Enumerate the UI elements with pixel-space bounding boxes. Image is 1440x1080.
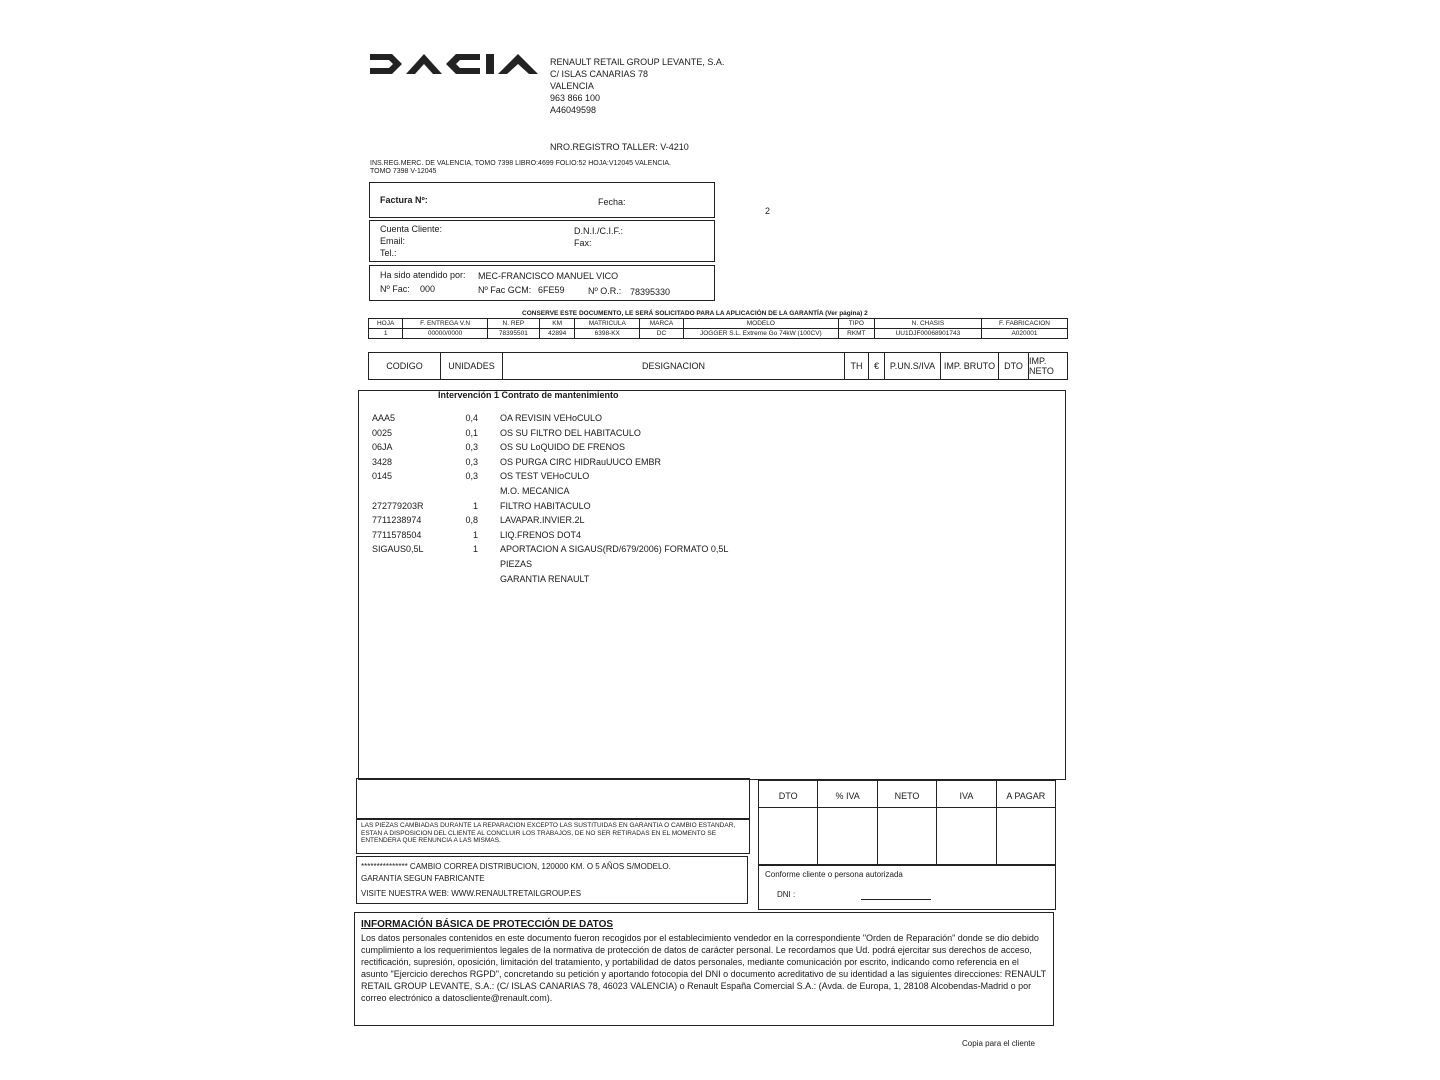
line-items-header [368, 352, 1068, 380]
line-units: 0,3 [465, 456, 478, 467]
conformity-dni: DNI : [777, 890, 796, 899]
fax-label: Fax: [574, 238, 592, 248]
line-code: 272779203R [372, 500, 424, 511]
footer-copy: Copia para el cliente [962, 1039, 1035, 1048]
totals-dto-label: DTO [778, 791, 798, 801]
col-th: TH [845, 353, 869, 379]
line-code: AAA5 [372, 413, 396, 423]
or-label: Nº O.R.: [588, 286, 622, 296]
dni-cif-label: D.N.I./C.I.F.: [574, 226, 624, 236]
vehicle-header-cell: MATRICULA [575, 319, 640, 329]
vehicle-value-cell: 00000/0000 [403, 329, 487, 339]
vehicle-header-cell: F. FABRICACION [981, 319, 1067, 329]
col-dto: DTO [999, 353, 1029, 379]
line-desc: OS PURGA CIRC HIDRauUUCO EMBR [500, 456, 662, 467]
gcm-value: 6FE59 [538, 285, 565, 295]
company-cif: A46049598 [550, 105, 597, 115]
factura-label: Factura Nº: [380, 195, 428, 205]
notes-box [356, 856, 748, 904]
vehicle-table [368, 318, 1068, 339]
vehicle-header-cell: N. REP [487, 319, 539, 329]
company-name: RENAULT RETAIL GROUP LEVANTE, S.A. [550, 57, 725, 67]
line-desc: OS TEST VEHoCULO [500, 471, 590, 482]
vehicle-value-cell: JOGGER S.L. Extreme Go 74kW (100CV) [683, 329, 838, 339]
vehicle-header-cell: F. ENTREGA V.N [403, 319, 487, 329]
totals-iva-label: IVA [959, 791, 974, 801]
gcm-label: Nº Fac GCM: [478, 285, 532, 295]
vehicle-table-values [369, 329, 1068, 339]
totals-iva-col [937, 781, 996, 865]
vehicle-value-cell: DC [640, 329, 684, 339]
vehicle-header-cell: MODELO [683, 319, 838, 329]
totals-dto-col [759, 781, 818, 865]
col-pun: P.UN.S/IVA [885, 353, 941, 379]
atendido-label: Ha sido atendido por: [380, 270, 466, 280]
col-codigo: CODIGO [369, 353, 441, 379]
inscripcion-line-1: INS.REG.MERC. DE VALENCIA, TOMO 7398 LIBRO:4699 FOLIO:52 HOJA:V12045 VALENCIA. [370, 160, 671, 167]
totals-box [758, 780, 1056, 866]
cuenta-cliente-label: Cuenta Cliente: [380, 224, 443, 234]
totals-piva-label: % IVA [835, 791, 860, 801]
privacy-box [354, 912, 1054, 1026]
vehicle-value-cell: A020001 [981, 329, 1067, 339]
vehicle-value-cell: 6398-KX [575, 329, 640, 339]
invoice-box [369, 182, 715, 218]
registro-taller: NRO.REGISTRO TALLER: V-4210 [550, 142, 689, 152]
note-line-1: *************** CAMBIO CORREA DISTRIBUCION, 120000 KM. O 5 AÑOS S/MODELO. [361, 862, 671, 871]
privacy-body: Los datos personales contenidos en este documento fueron recogidos por el establecimiento vendedor en la correspondiente "Orden de Reparación" donde se dio debido cumplimiento a los requerimientos legales de la normativa de protección de datos de carácter personal. Le recordamos que Ud. podrá ejercitar sus derechos de acceso, rectificación, supresión, oposición, limitación del tratamiento, y portabilidad de datos personales, mediante comunicación por escrito, indicando como referencia en el asunto "Ejercicio derechos RGPD", concretando su petición y aportando fotocopia del DNI o documento acreditativo de su identidad a las siguientes direcciones: RENAULT RETAIL GROUP LEVANTE, S.A.: (C/ ISLAS CANARIAS 78, 46023 VALENCIA) o Renault España Comercial S.A.: (Avda. de Europa, 1, 28108 Alcobendas-Madrid o por correo electrónico a datoscliente@renault.com). [361, 933, 1046, 1003]
line-code: 7711238974 [372, 515, 422, 526]
line-desc: M.O. MECANICA [500, 486, 570, 496]
nfac-label: Nº Fac: [380, 284, 410, 294]
or-value: 78395330 [630, 287, 671, 297]
col-unidades: UNIDADES [441, 353, 503, 379]
parts-notice-box [356, 818, 750, 854]
line-units: 1 [472, 544, 478, 555]
intervention-title: Intervención 1 Contrato de mantenimiento [438, 390, 619, 400]
tel-label: Tel.: [380, 248, 397, 258]
vehicle-header-cell: HOJA [369, 319, 403, 329]
line-desc: OS SU LoQUIDO DE FRENOS [500, 442, 626, 453]
col-euro: € [869, 353, 885, 379]
line-code: SIGAUS0,5L [372, 544, 424, 555]
line-desc: PIEZAS [500, 559, 533, 569]
warranty-note: CONSERVE ESTE DOCUMENTO, LE SERÁ SOLICITADO PARA LA APLICACIÓN DE LA GARANTÍA (Ver página) 2 [522, 310, 868, 317]
vehicle-header-cell: KM [539, 319, 574, 329]
line-desc: APORTACION A SIGAUS(RD/679/2006) FORMATO 0,5L [500, 544, 729, 555]
line-units: 0,8 [465, 515, 478, 526]
client-box [369, 220, 715, 262]
line-desc: OS SU FILTRO DEL HABITACULO [500, 427, 641, 438]
conformity-label: Conforme cliente o persona autorizada [765, 870, 903, 879]
inscripcion-line-2: TOMO 7398 V-12045 [370, 168, 437, 175]
dacia-logo [370, 52, 545, 76]
line-code: 0025 [372, 427, 393, 438]
nfac-value: 000 [420, 284, 436, 294]
col-neto: IMP. NETO [1029, 356, 1054, 376]
atendido-value: MEC-FRANCISCO MANUEL VICO [478, 271, 619, 281]
col-designacion: DESIGNACION [503, 353, 845, 379]
totals-apagar-col [997, 781, 1055, 865]
totals-piva-col [818, 781, 877, 865]
vehicle-value-cell: UU1DJF00068901743 [874, 329, 981, 339]
vehicle-value-cell: RKMT [838, 329, 874, 339]
side-mark: 2 [765, 206, 771, 216]
conformity-box [758, 864, 1056, 910]
line-code: 7711578504 [372, 529, 422, 540]
vehicle-header-cell: N. CHASIS [874, 319, 981, 329]
line-units: 1 [472, 529, 478, 540]
vehicle-value-cell: 42894 [539, 329, 574, 339]
parts-notice: LAS PIEZAS CAMBIADAS DURANTE LA REPARACION EXCEPTO LAS SUSTITUIDAS EN GARANTIA O CAMBIO ESTANDAR, ESTAN A DISPOSICION DEL CLIENTE AL CONCLUIR LOS TRABAJOS, DE NO SER RETIRADAS EN EL MOMENTO SE ENTENDERA QUE RENUNCIA A LAS MISMAS. [361, 822, 736, 844]
dni-signature-line [861, 899, 931, 900]
vehicle-header-cell: TIPO [838, 319, 874, 329]
vehicle-value-cell: 1 [369, 329, 403, 339]
privacy-title: INFORMACIÓN BÁSICA DE PROTECCIÓN DE DATOS [361, 919, 614, 930]
col-bruto: IMP. BRUTO [941, 353, 999, 379]
line-units: 0,3 [465, 471, 478, 482]
vehicle-header-cell: MARCA [640, 319, 684, 329]
email-label: Email: [380, 236, 406, 246]
line-units: 0,3 [465, 442, 478, 453]
line-units: 1 [472, 500, 478, 511]
line-code: 0145 [372, 471, 393, 482]
totals-neto-label: NETO [894, 791, 920, 801]
totals-apagar-label: A PAGAR [1006, 791, 1046, 801]
vehicle-table-header [369, 319, 1068, 329]
line-code: 3428 [372, 456, 393, 467]
fecha-label: Fecha: [598, 197, 626, 207]
line-desc: LIQ.FRENOS DOT4 [500, 529, 582, 540]
line-code: 06JA [372, 442, 393, 453]
line-desc: GARANTIA RENAULT [500, 573, 590, 584]
line-desc: OA REVISIN VEHoCULO [500, 413, 603, 423]
line-desc: LAVAPAR.INVIER.2L [500, 515, 585, 526]
line-units: 0,4 [465, 413, 478, 423]
note-line-2: GARANTIA SEGUN FABRICANTE [361, 874, 485, 883]
company-address: C/ ISLAS CANARIAS 78 [550, 69, 649, 79]
blank-box [356, 778, 750, 820]
company-phone: 963 866 100 [550, 93, 601, 103]
vehicle-value-cell: 78395501 [487, 329, 539, 339]
line-desc: FILTRO HABITACULO [500, 500, 591, 511]
company-info [550, 56, 724, 116]
note-line-3: VISITE NUESTRA WEB: WWW.RENAULTRETAILGROUP.ES [361, 889, 582, 898]
attended-box [369, 265, 715, 301]
line-units: 0,1 [465, 427, 478, 438]
company-city: VALENCIA [550, 81, 594, 91]
totals-neto-col [878, 781, 937, 865]
